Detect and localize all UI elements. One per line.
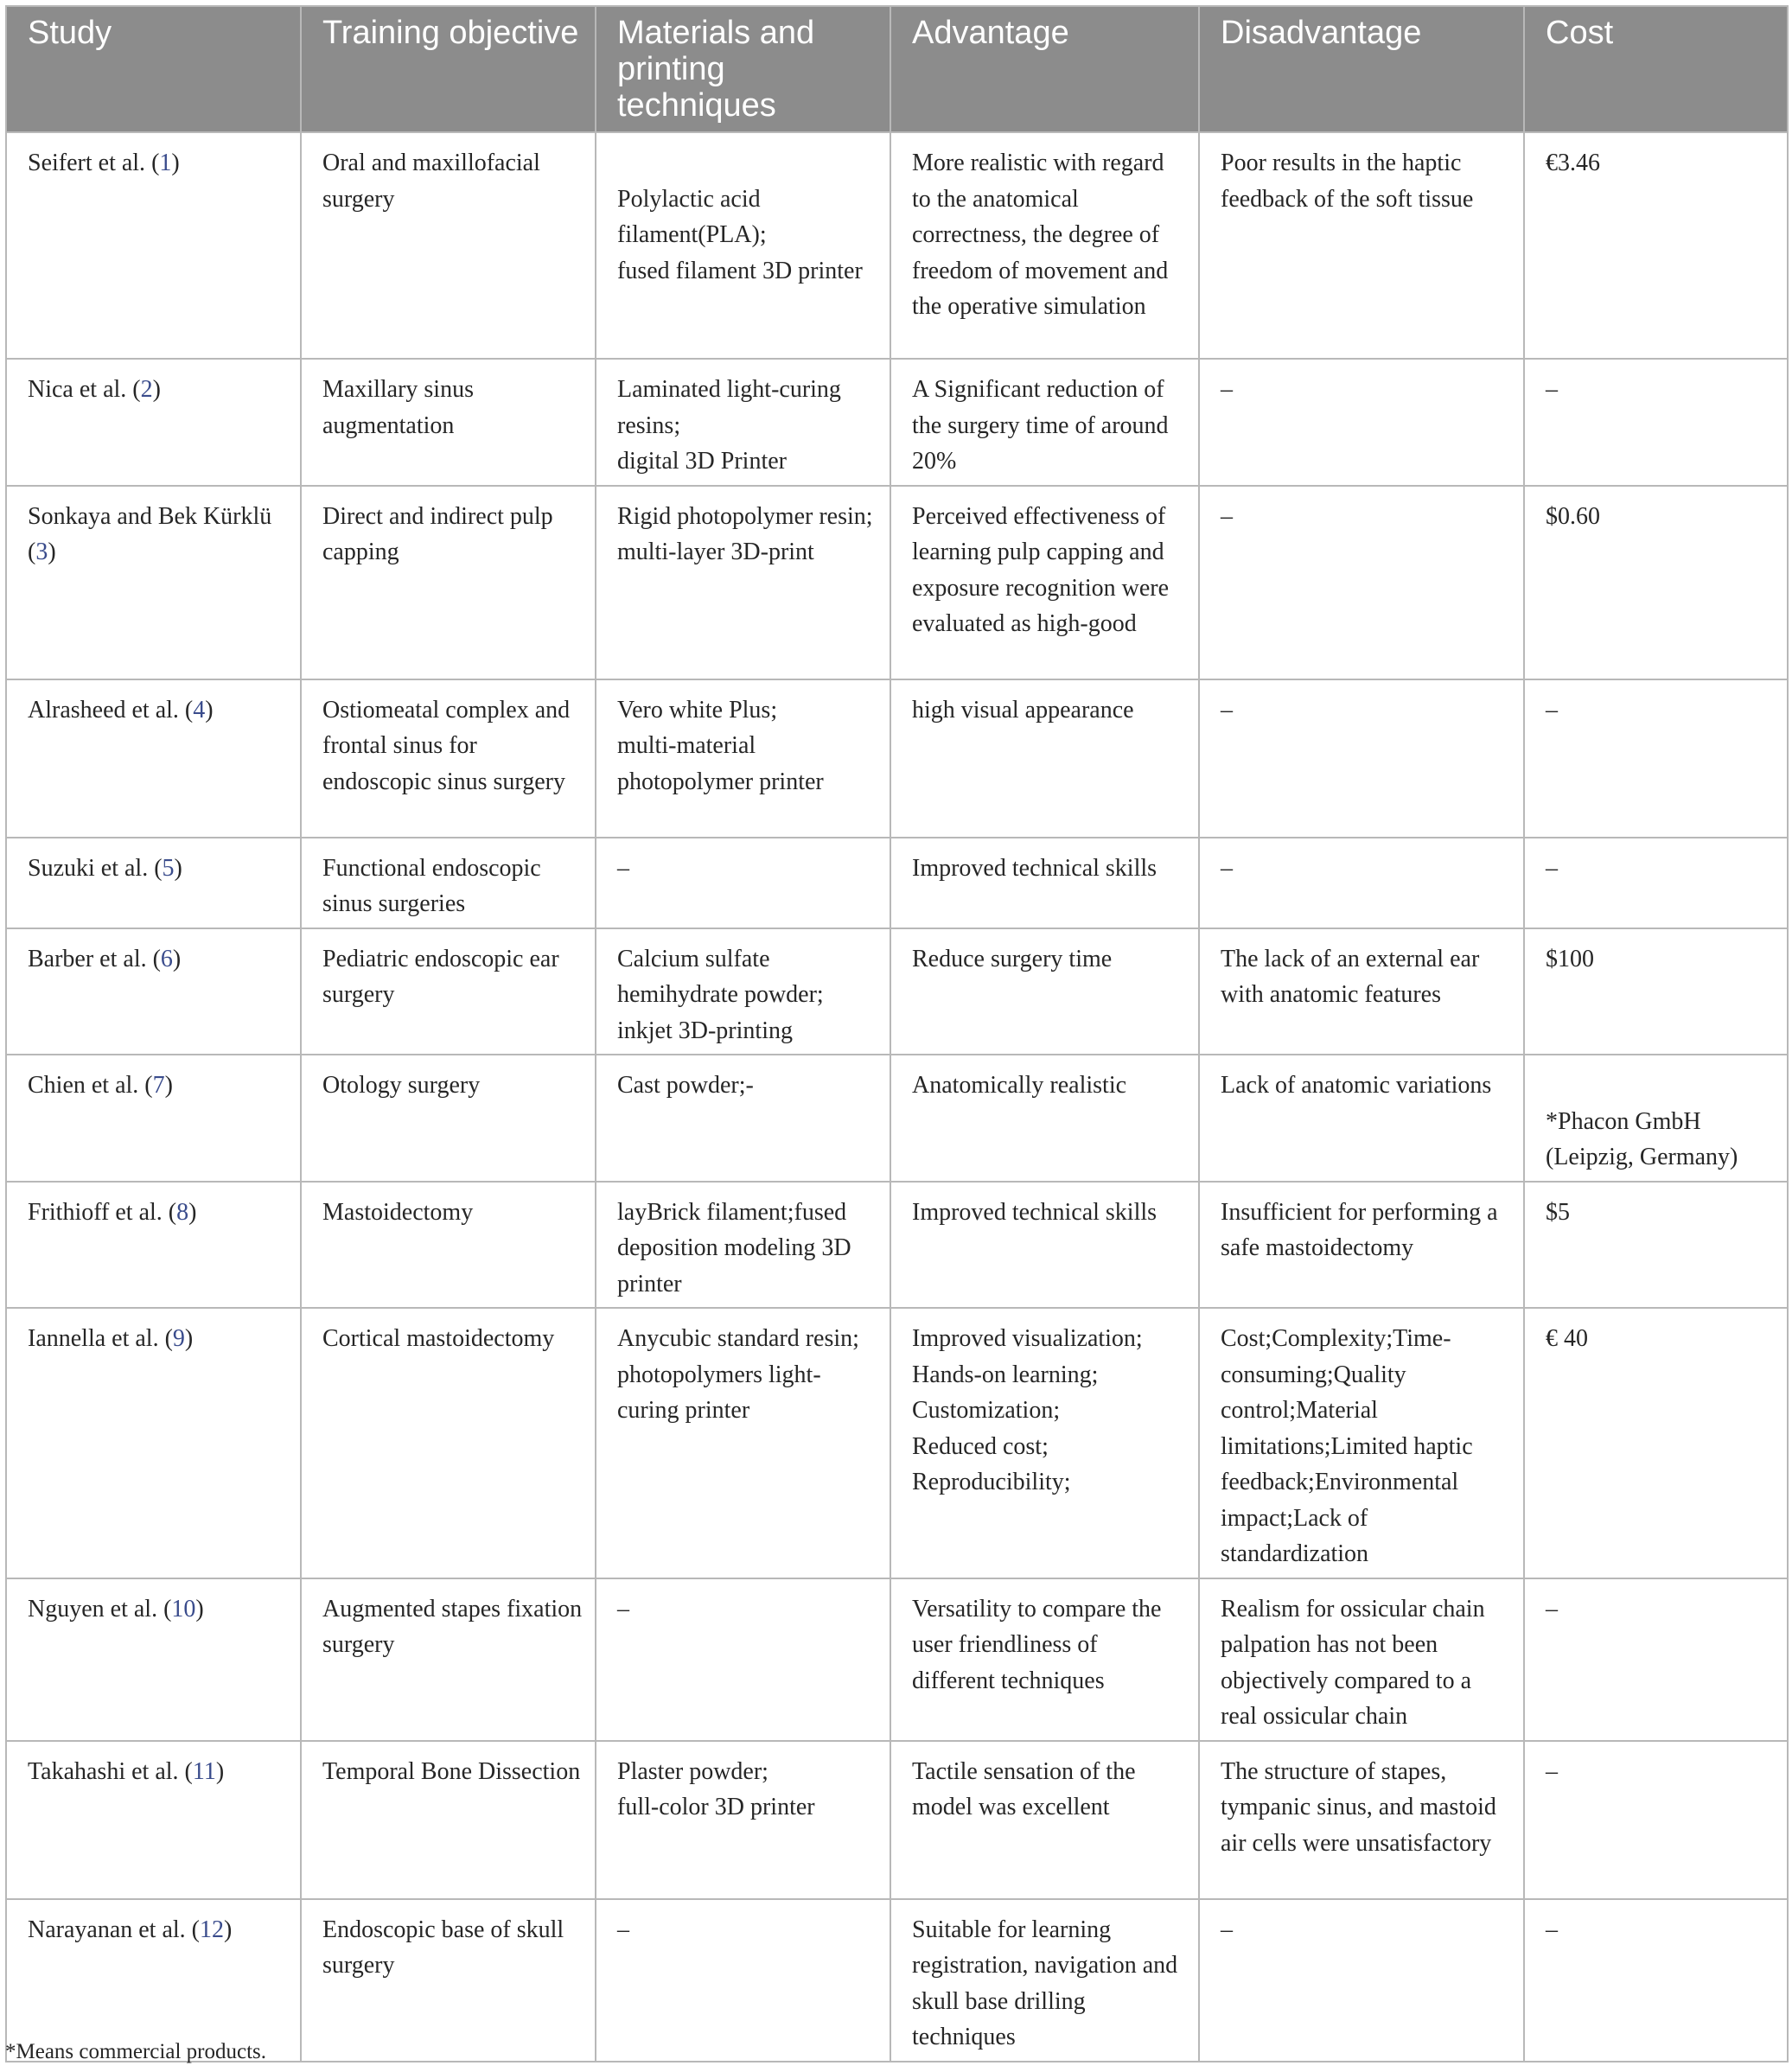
cell-cost: – <box>1524 679 1788 838</box>
cell-objective: Temporal Bone Dissection <box>301 1741 596 1899</box>
cell-advantage: Improved technical skills <box>890 838 1199 928</box>
header-training-objective: Training objective <box>301 6 596 132</box>
cell-disadvantage: Poor results in the haptic feedback of the soft tissue <box>1199 132 1524 359</box>
cell-materials: Anycubic standard resin; photopolymers light-curing printer <box>596 1308 890 1578</box>
cell-advantage: Improved visualization; Hands-on learning; Customization; Reduced cost; Reproducibility; <box>890 1308 1199 1578</box>
cell-materials: Plaster powder; full-color 3D printer <box>596 1741 890 1899</box>
header-cost: Cost <box>1524 6 1788 132</box>
cell-objective: Direct and indirect pulp capping <box>301 486 596 679</box>
cell-materials: Rigid photopolymer resin; multi-layer 3D-print <box>596 486 890 679</box>
study-name: Frithioff et al. <box>28 1198 163 1226</box>
cell-study: Sonkaya and Bek Kürklü (3) <box>6 486 301 679</box>
header-materials: Materials and printing techniques <box>596 6 890 132</box>
cell-advantage: Tactile sensation of the model was excellent <box>890 1741 1199 1899</box>
cell-objective: Maxillary sinus augmentation <box>301 359 596 486</box>
cell-objective: Augmented stapes fixation surgery <box>301 1578 596 1741</box>
table-row <box>6 679 1788 838</box>
cell-objective: Pediatric endoscopic ear surgery <box>301 928 596 1055</box>
reference-link[interactable]: 7 <box>152 1072 165 1099</box>
cell-materials: – <box>596 838 890 928</box>
cell-objective: Functional endoscopic sinus surgeries <box>301 838 596 928</box>
cell-materials: layBrick filament;fused deposition modeling 3D printer <box>596 1182 890 1309</box>
cell-objective: Mastoidectomy <box>301 1182 596 1309</box>
cell-disadvantage: – <box>1199 486 1524 679</box>
reference-link[interactable]: 9 <box>172 1325 185 1352</box>
table-row <box>6 132 1788 359</box>
cell-cost: – <box>1524 838 1788 928</box>
cell-materials: – <box>596 1578 890 1741</box>
cell-cost: $5 <box>1524 1182 1788 1309</box>
cell-materials: Laminated light-curing resins; digital 3D Printer <box>596 359 890 486</box>
cell-study: Iannella et al. (9) <box>6 1308 301 1578</box>
cell-cost: €3.46 <box>1524 132 1788 359</box>
cell-cost: $0.60 <box>1524 486 1788 679</box>
cell-materials: Vero white Plus; multi-material photopolymer printer <box>596 679 890 838</box>
table-row <box>6 838 1788 928</box>
table-row <box>6 1308 1788 1578</box>
reference-link[interactable]: 3 <box>35 539 48 565</box>
cell-cost: – <box>1524 359 1788 486</box>
cell-study: Takahashi et al. (11) <box>6 1741 301 1899</box>
cell-disadvantage: – <box>1199 679 1524 838</box>
header-study: Study <box>6 6 301 132</box>
cell-disadvantage: The lack of an external ear with anatomic features <box>1199 928 1524 1055</box>
cell-advantage: Perceived effectiveness of learning pulp capping and exposure recognition were evaluated as high-good <box>890 486 1199 679</box>
table-row <box>6 1578 1788 1741</box>
table-row <box>6 486 1788 679</box>
study-name: Takahashi et al. <box>28 1757 179 1785</box>
cell-objective: Otology surgery <box>301 1055 596 1182</box>
study-name: Narayanan et al. <box>28 1916 186 1943</box>
cell-objective: Endoscopic base of skull surgery <box>301 1899 596 2062</box>
reference-link[interactable]: 1 <box>159 150 172 176</box>
cell-disadvantage: Lack of anatomic variations <box>1199 1055 1524 1182</box>
header-advantage: Advantage <box>890 6 1199 132</box>
cell-materials: – <box>596 1899 890 2062</box>
cell-study: Frithioff et al. (8) <box>6 1182 301 1309</box>
cell-materials: Calcium sulfate hemihydrate powder; inkjet 3D-printing <box>596 928 890 1055</box>
study-name: Nica et al. <box>28 376 127 403</box>
cell-materials: Cast powder;- <box>596 1055 890 1182</box>
table-row <box>6 1899 1788 2062</box>
table-body <box>6 132 1788 2062</box>
table-row <box>6 1055 1788 1182</box>
header-disadvantage: Disadvantage <box>1199 6 1524 132</box>
cell-study: Barber et al. (6) <box>6 928 301 1055</box>
reference-link[interactable]: 5 <box>162 854 175 882</box>
table-container <box>5 5 1787 2062</box>
cell-study: Nica et al. (2) <box>6 359 301 486</box>
table-row <box>6 928 1788 1055</box>
cell-objective: Ostiomeatal complex and frontal sinus for endoscopic sinus surgery <box>301 679 596 838</box>
cell-advantage: Suitable for learning registration, navigation and skull base drilling techniques <box>890 1899 1199 2062</box>
study-name: Sonkaya and Bek Kürklü <box>28 502 272 530</box>
cell-study: Nguyen et al. (10) <box>6 1578 301 1741</box>
cell-cost: *Phacon GmbH (Leipzig, Germany) <box>1524 1055 1788 1182</box>
cell-advantage: A Significant reduction of the surgery time of around 20% <box>890 359 1199 486</box>
cell-disadvantage: Realism for ossicular chain palpation has not been objectively compared to a real ossicular chain <box>1199 1578 1524 1741</box>
reference-link[interactable]: 2 <box>140 376 153 403</box>
study-name: Seifert et al. <box>28 150 146 176</box>
table-row <box>6 1182 1788 1309</box>
cell-cost: € 40 <box>1524 1308 1788 1578</box>
reference-link[interactable]: 12 <box>200 1916 224 1943</box>
reference-link[interactable]: 4 <box>193 696 206 724</box>
cell-disadvantage: – <box>1199 838 1524 928</box>
cell-cost: – <box>1524 1578 1788 1741</box>
table-row <box>6 1741 1788 1899</box>
table-header <box>6 6 1788 132</box>
cell-objective: Oral and maxillofacial surgery <box>301 132 596 359</box>
cell-disadvantage: – <box>1199 1899 1524 2062</box>
reference-link[interactable]: 10 <box>171 1595 196 1623</box>
cell-advantage: More realistic with regard to the anatomical correctness, the degree of freedom of movement and the operative simulation <box>890 132 1199 359</box>
study-name: Barber et al. <box>28 945 147 972</box>
cell-materials: Polylactic acid filament(PLA); fused filament 3D printer <box>596 132 890 359</box>
table-row <box>6 359 1788 486</box>
cell-disadvantage: The structure of stapes, tympanic sinus, and mastoid air cells were unsatisfactory <box>1199 1741 1524 1899</box>
cell-study: Seifert et al. (1) <box>6 132 301 359</box>
cell-advantage: Improved technical skills <box>890 1182 1199 1309</box>
cell-study: Narayanan et al. (12) <box>6 1899 301 2062</box>
cell-disadvantage: Insufficient for performing a safe mastoidectomy <box>1199 1182 1524 1309</box>
cell-study: Alrasheed et al. (4) <box>6 679 301 838</box>
study-name: Iannella et al. <box>28 1325 159 1352</box>
cell-advantage: high visual appearance <box>890 679 1199 838</box>
study-name: Chien et al. <box>28 1072 139 1099</box>
cell-cost: – <box>1524 1741 1788 1899</box>
cell-advantage: Versatility to compare the user friendliness of different techniques <box>890 1578 1199 1741</box>
header-row <box>6 6 1788 132</box>
cell-advantage: Reduce surgery time <box>890 928 1199 1055</box>
study-name: Suzuki et al. <box>28 854 149 882</box>
study-name: Alrasheed et al. <box>28 696 179 724</box>
cell-study: Suzuki et al. (5) <box>6 838 301 928</box>
study-name: Nguyen et al. <box>28 1595 158 1623</box>
cell-study: Chien et al. (7) <box>6 1055 301 1182</box>
table-footnote: *Means commercial products. <box>5 2040 266 2063</box>
cell-advantage: Anatomically realistic <box>890 1055 1199 1182</box>
cell-objective: Cortical mastoidectomy <box>301 1308 596 1578</box>
reference-link[interactable]: 6 <box>160 945 173 972</box>
cell-cost: $100 <box>1524 928 1788 1055</box>
comparison-table <box>5 5 1789 2062</box>
reference-link[interactable]: 11 <box>192 1757 216 1785</box>
cell-cost: – <box>1524 1899 1788 2062</box>
cell-disadvantage: – <box>1199 359 1524 486</box>
cell-disadvantage: Cost;Complexity;Time-consuming;Quality control;Material limitations;Limited haptic feedback;Environmental impact;Lack of standardization <box>1199 1308 1524 1578</box>
reference-link[interactable]: 8 <box>176 1198 189 1226</box>
